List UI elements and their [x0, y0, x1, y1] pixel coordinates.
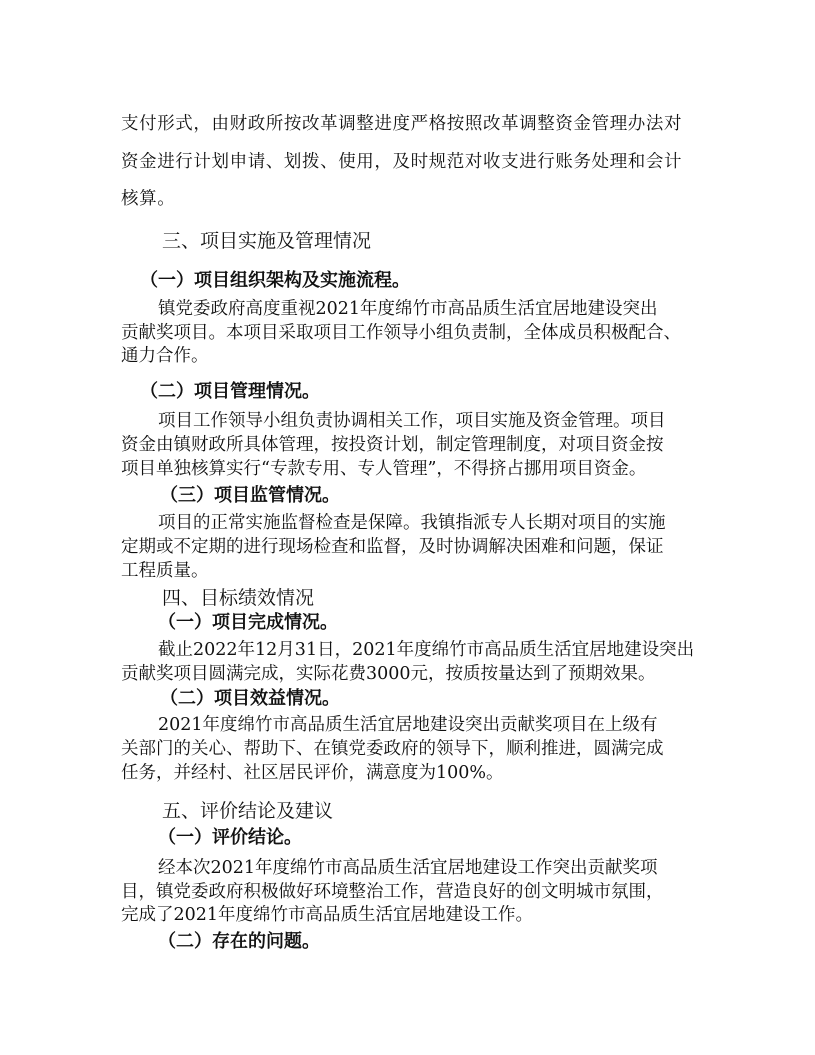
- section3-heading: 三、项目实施及管理情况: [162, 230, 372, 252]
- section3-sub3-line-1: 项目的正常实施监督检查是保障。我镇指派专人长期对项目的实施: [158, 513, 666, 533]
- section4-sub2-line-1: 2021年度绵竹市高品质生活宜居地建设突出贡献奖项目在上级有: [158, 715, 658, 735]
- section4-sub2-line-2: 关部门的关心、帮助下、在镇党委政府的领导下，顺利推进，圆满完成: [121, 739, 664, 759]
- section4-sub2-heading: （二）项目效益情况。: [160, 688, 340, 709]
- section4-sub2-line-3: 任务，并经村、社区居民评价，满意度为100%。: [121, 763, 504, 783]
- section5-sub1-line-3: 完成了2021年度绵竹市高品质生活宜居地建设工作。: [121, 905, 534, 925]
- section3-sub3-line-3: 工程质量。: [121, 561, 209, 581]
- intro-line-2: 资金进行计划申请、划拨、使用，及时规范对收支进行账务处理和会计: [121, 152, 683, 172]
- section4-sub1-line-1: 截止2022年12月31日，2021年度绵竹市高品质生活宜居地建设突出: [158, 640, 695, 660]
- section3-sub2-line-3: 项目单独核算实行“专款专用、专人管理”，不得挤占挪用项目资金。: [121, 459, 647, 479]
- intro-line-1: 支付形式，由财政所按改革调整进度严格按照改革调整资金管理办法对: [121, 114, 683, 134]
- section5-sub1-heading: （一）评价结论。: [158, 827, 302, 848]
- section4-sub1-heading: （一）项目完成情况。: [158, 612, 338, 633]
- section5-sub1-line-2: 目，镇党委政府积极做好环境整治工作，营造良好的创文明城市氛围，: [121, 882, 664, 902]
- section4-heading: 四、目标绩效情况: [162, 587, 315, 609]
- section3-sub3-line-2: 定期或不定期的进行现场检查和监督，及时协调解决困难和问题，保证: [121, 537, 664, 557]
- section3-sub1-line-3: 通力合作。: [121, 346, 209, 366]
- section3-sub1-line-2: 贡献奖项目。本项目采取项目工作领导小组负责制，全体成员积极配合、: [121, 323, 681, 343]
- section3-sub1-heading: （一）项目组织架构及实施流程。: [140, 270, 410, 291]
- intro-line-3: 核算。: [121, 189, 176, 209]
- section3-sub2-heading: （二）项目管理情况。: [140, 381, 320, 402]
- section3-sub3-heading: （三）项目监管情况。: [160, 485, 340, 506]
- section5-heading: 五、评价结论及建议: [162, 800, 334, 822]
- section3-sub2-line-2: 资金由镇财政所具体管理，按投资计划，制定管理制度，对项目资金按: [121, 435, 664, 455]
- section3-sub2-line-1: 项目工作领导小组负责协调相关工作，项目实施及资金管理。项目: [158, 411, 666, 431]
- section5-sub1-line-1: 经本次2021年度绵竹市高品质生活宜居地建设工作突出贡献奖项: [158, 858, 658, 878]
- section4-sub1-line-2: 贡献奖项目圆满完成，实际花费3000元，按质按量达到了预期效果。: [121, 664, 656, 684]
- section5-sub2-heading: （二）存在的问题。: [158, 931, 320, 952]
- section3-sub1-line-1: 镇党委政府高度重视2021年度绵竹市高品质生活宜居地建设突出: [158, 299, 658, 319]
